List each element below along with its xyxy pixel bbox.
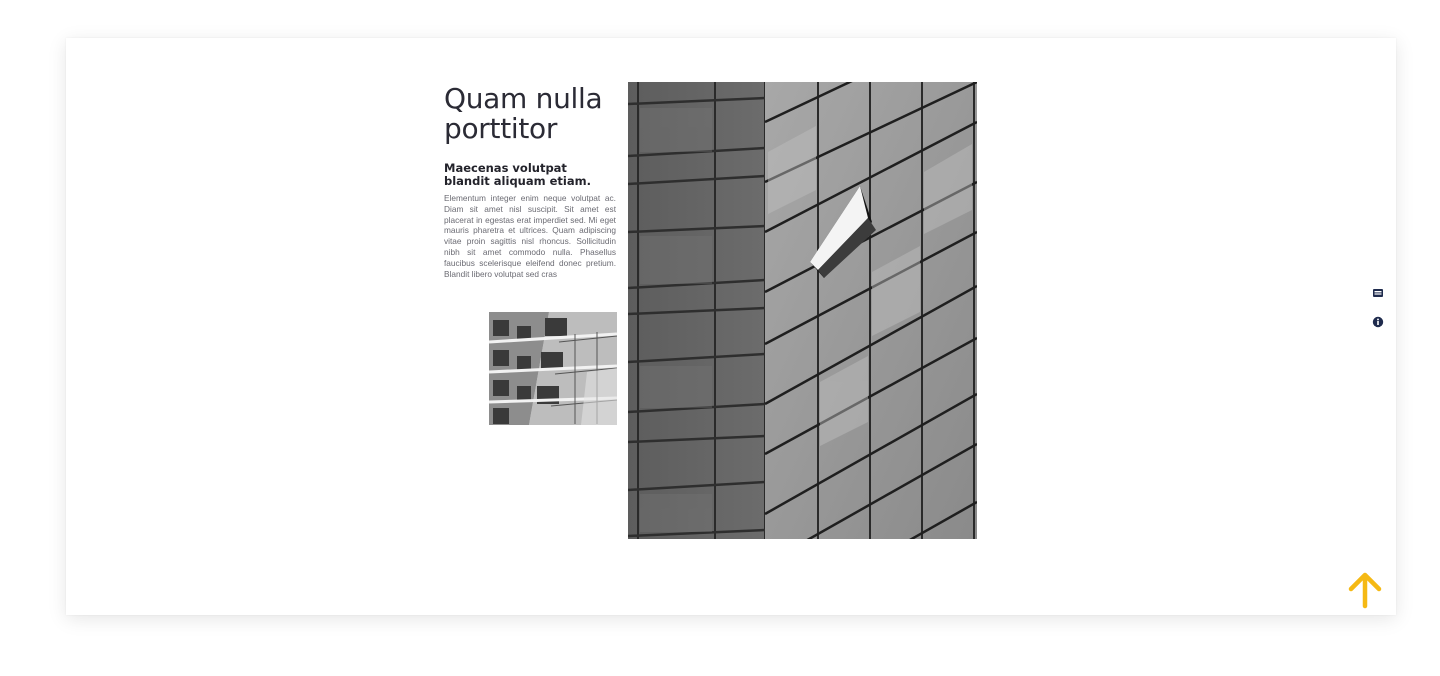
article-text-block	[444, 84, 616, 279]
article-subtitle: Maecenas volutpat blandit aliquam etiam.	[444, 161, 591, 188]
article-title: Quam nulla porttitor	[444, 82, 603, 145]
info-icon[interactable]	[1371, 315, 1385, 329]
arrow-up-icon	[1346, 570, 1384, 610]
article-body: Elementum integer enim neque volutpat ac. Diam sit amet nisl suscipit. Sit amet est placerat in egestas erat imperdiet sed. Mi eget mauris pharetra et ultrices. Quam adipiscing vitae proin sagittis nisl rhoncus. Sollicitudin nibh sit amet commodo nulla. Phasellus faucibus scelerisque eleifend donec pretium. Blandit libero volutpat sed cras	[444, 193, 616, 279]
glass-facade-photo	[628, 82, 977, 539]
newspaper-icon[interactable]	[1371, 286, 1385, 300]
page-card	[66, 38, 1396, 615]
scroll-to-top-button[interactable]	[1346, 570, 1384, 610]
balcony-building-photo	[489, 312, 617, 425]
